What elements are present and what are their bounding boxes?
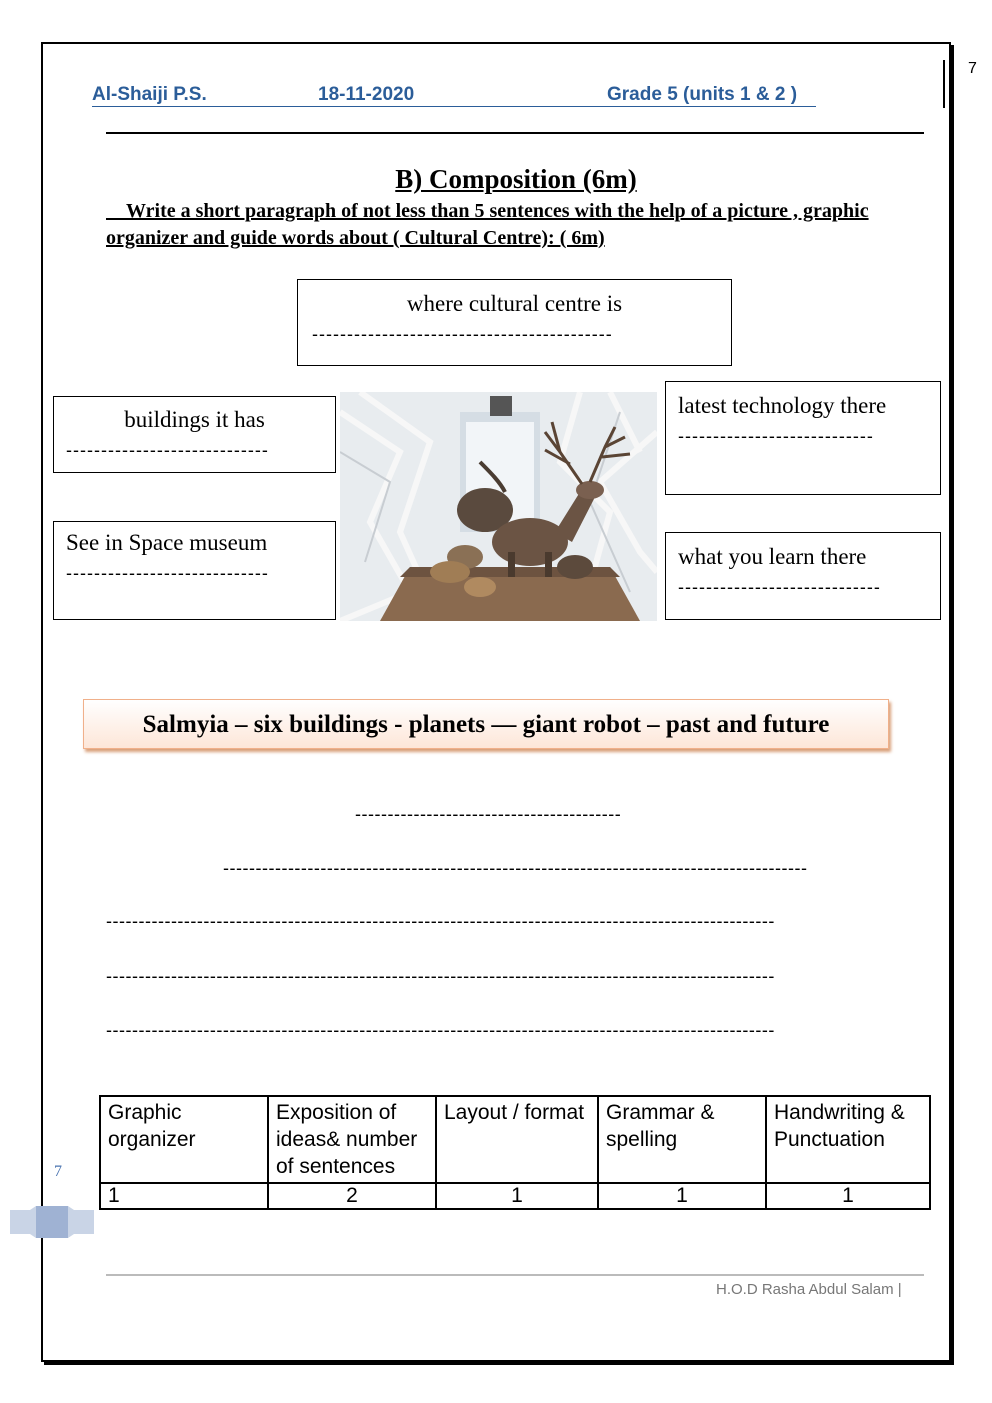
organizer-box-location[interactable] [297,279,732,366]
rubric-score-cell: 1 [100,1183,268,1209]
answer-line: ---------------------------- [678,426,874,446]
answer-line: ------------------------------------------- [312,324,613,344]
header-date: 18-11-2020 [318,84,415,105]
organizer-box-technology[interactable] [665,381,941,495]
organizer-label: buildings it has [124,407,265,432]
rubric-header-cell: Handwriting & Punctuation [766,1096,930,1183]
organizer-label: what you learn there [678,544,867,569]
museum-animals-icon [340,392,657,621]
footer-text: H.O.D Rasha Abdul Salam | [716,1281,902,1298]
organizer-label: See in Space museum [66,530,268,555]
header-rule [106,132,924,134]
writing-line[interactable]: ----------------------------------------- [355,804,622,824]
page-number: 7 [968,60,977,77]
section-title: B) Composition (6m) [395,164,637,194]
rubric-header-cell: Layout / format [436,1096,598,1183]
museum-photo [340,392,657,621]
writing-line[interactable]: ------------------------------------------------------------------------------------------------------- [106,1020,775,1040]
page-tab-icon [10,1206,94,1238]
header-grade: Grade 5 (units 1 & 2 ) [607,84,798,105]
rubric-header-cell: Grammar & spelling [598,1096,766,1183]
side-page-number: 7 [54,1163,62,1180]
organizer-box-buildings[interactable] [53,396,336,473]
answer-line: ----------------------------- [66,440,269,460]
organizer-label: where cultural centre is [406,291,623,316]
corner-bar [943,60,945,108]
answer-line: ----------------------------- [66,563,269,583]
school-name: Al-Shaiji P.S. [92,84,207,105]
rubric-score-row [100,1183,930,1209]
rubric-header-cell: Graphic organizer [100,1096,268,1183]
guide-words-banner: Salmyia – six buildings - planets — giant robot – past and future [83,699,889,749]
organizer-box-space-museum[interactable] [53,521,336,620]
footer-rule [106,1274,924,1276]
organizer-label: latest technology there [678,393,887,418]
organizer-box-learn[interactable] [665,532,941,620]
writing-line[interactable]: ------------------------------------------------------------------------------------------------------- [106,966,775,986]
rubric-header-cell: Exposition of ideas& number of sentences [268,1096,436,1183]
rubric-score-cell: 1 [766,1183,930,1209]
rubric-header-row [100,1096,930,1183]
rubric-score-cell: 2 [268,1183,436,1209]
writing-line[interactable]: ------------------------------------------------------------------------------------------------------- [106,911,775,931]
answer-line: ----------------------------- [678,577,881,597]
rubric-score-cell: 1 [436,1183,598,1209]
instruction-text: Write a short paragraph of not less than 5 sentences with the help of a picture , graphic organizer and guide words about ( Cultural Centre): ( 6m) [106,200,869,249]
header-underline [92,106,816,107]
rubric-score-cell: 1 [598,1183,766,1209]
writing-line[interactable]: ------------------------------------------------------------------------------------------ [223,858,808,878]
rubric-table [99,1095,931,1210]
